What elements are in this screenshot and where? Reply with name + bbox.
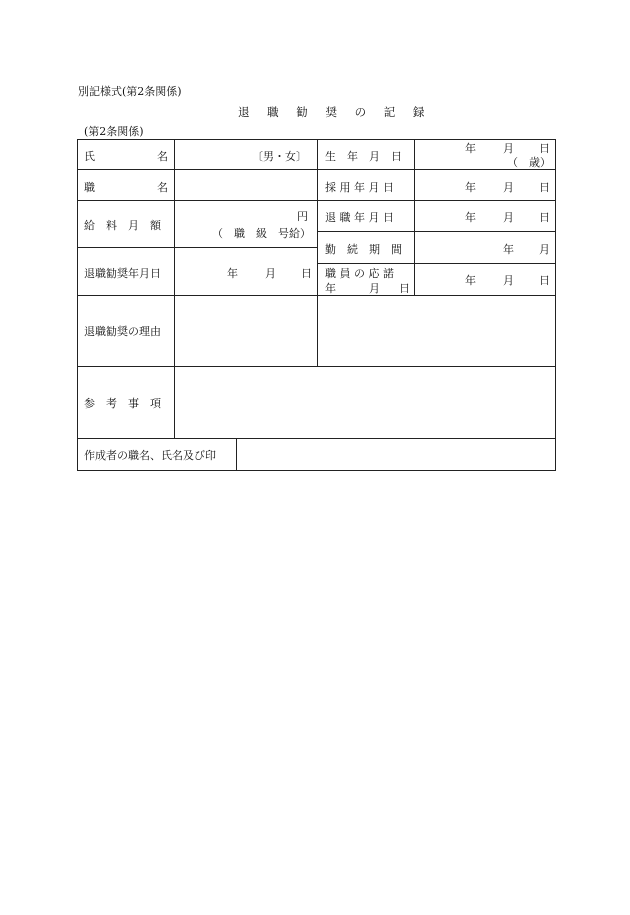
recommend-date-label: 退職勧奨年月日	[84, 267, 161, 280]
notes-label: 参 考 事 項	[84, 397, 161, 410]
service-months: 月	[539, 243, 550, 256]
salary-label: 給 料 月 額	[84, 219, 161, 232]
retire-month: 月	[503, 211, 514, 224]
birth-year: 年	[465, 142, 476, 155]
consent-year: 年	[465, 274, 476, 287]
consent-day: 日	[539, 274, 550, 287]
recommend-year: 年	[227, 267, 238, 280]
consent-month: 月	[503, 274, 514, 287]
reason-field-left[interactable]	[175, 296, 316, 365]
birth-month: 月	[503, 142, 514, 155]
birth-day: 日	[539, 142, 550, 155]
consent-label-month: 月	[369, 282, 380, 295]
retire-date-label: 退 職 年 月 日	[325, 211, 394, 224]
recommend-day: 日	[301, 267, 312, 280]
hire-day: 日	[539, 181, 550, 194]
service-years: 年	[503, 243, 514, 256]
consent-label-year: 年	[325, 282, 336, 295]
hire-month: 月	[503, 181, 514, 194]
notes-field[interactable]	[175, 367, 554, 437]
reason-field-right[interactable]	[318, 296, 554, 365]
author-label: 作成者の職名、氏名及び印	[84, 449, 216, 462]
retire-day: 日	[539, 211, 550, 224]
page-title: 退 職 勧 奨 の 記 録	[238, 105, 432, 119]
position-label-b: 名	[157, 181, 168, 194]
form-subheader: (第2条関係)	[84, 125, 144, 138]
position-label-a: 職	[84, 181, 95, 194]
reason-label: 退職勧奨の理由	[84, 325, 161, 338]
recommend-month: 月	[265, 267, 276, 280]
consent-label: 職 員 の 応 諾	[325, 267, 394, 280]
salary-grade: （ 職 級 号給）	[212, 227, 311, 240]
author-signature-field[interactable]	[237, 439, 554, 469]
service-period-label: 勤 続 期 間	[325, 243, 402, 256]
row-divider-right	[317, 231, 556, 232]
record-form-table	[77, 139, 556, 471]
retire-year: 年	[465, 211, 476, 224]
consent-label-day: 日	[399, 282, 410, 295]
salary-yen: 円	[297, 210, 308, 223]
hire-date-label: 採 用 年 月 日	[325, 181, 394, 194]
gender-field: 〔男・女〕	[252, 150, 307, 163]
age-field: （ 歳）	[507, 156, 551, 169]
name-label-a: 氏	[84, 150, 95, 163]
name-label-b: 名	[157, 150, 168, 163]
form-header: 別記様式(第2条関係)	[78, 85, 182, 98]
row-divider-right	[317, 263, 556, 264]
hire-year: 年	[465, 181, 476, 194]
row-divider-left	[77, 247, 317, 248]
birth-date-label: 生 年 月 日	[325, 150, 402, 163]
col-divider	[414, 139, 415, 295]
